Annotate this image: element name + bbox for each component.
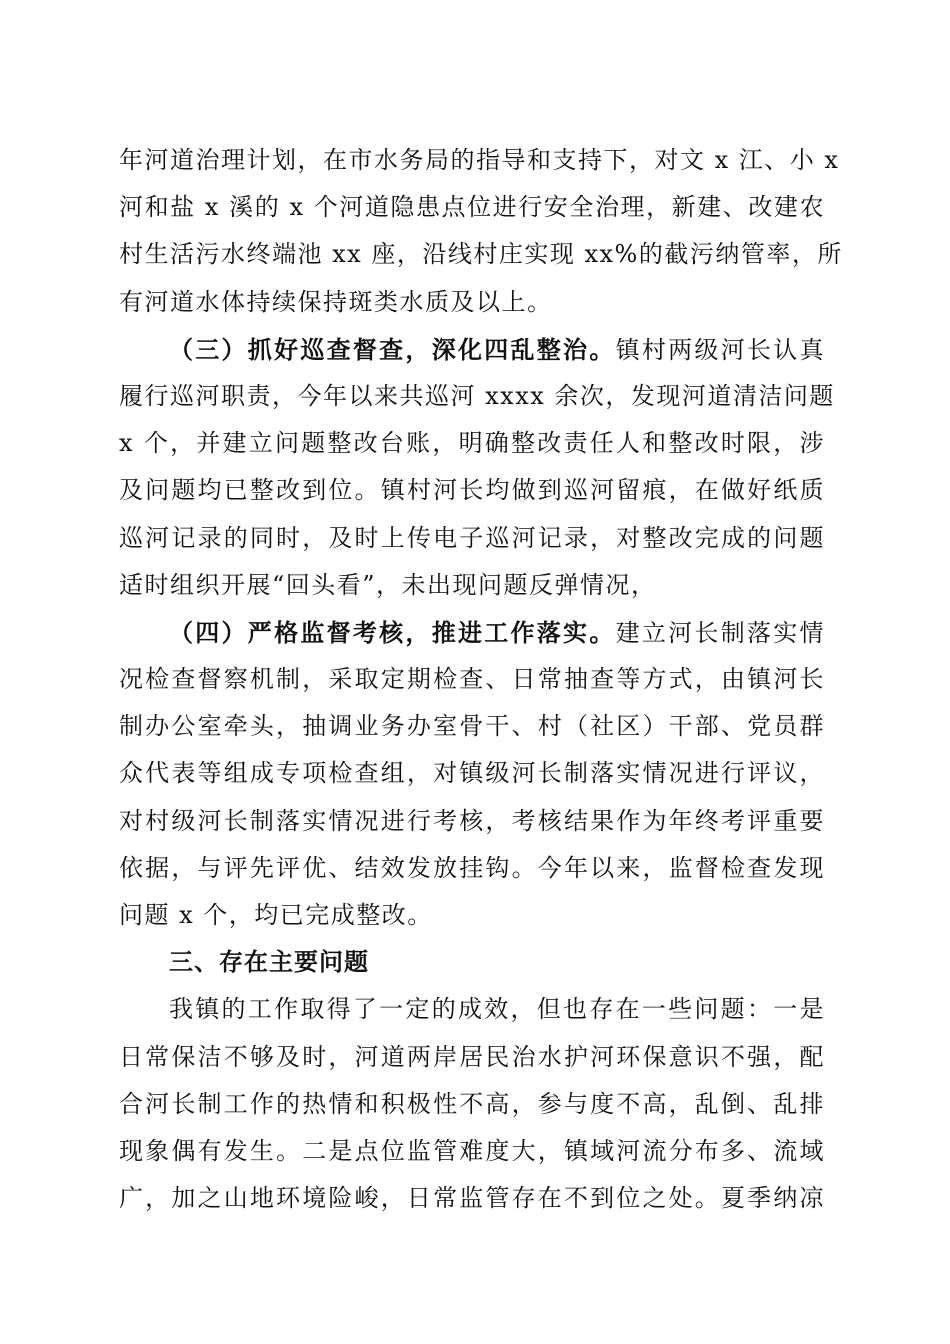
- text-line: 村生活污水终端池 xx 座，沿线村庄实现 xx%的截污纳管率，所: [119, 240, 843, 269]
- text-line: 巡河记录的同时，及时上传电子巡河记录，对整改完成的问题: [119, 523, 825, 552]
- text-line: x 个，并建立问题整改台账，明确整改责任人和整改时限，涉: [119, 429, 825, 458]
- text-line: 依据，与评先评优、结效发放挂钩。今年以来，监督检查发现: [119, 853, 825, 882]
- text-line: 众代表等组成专项检查组，对镇级河长制落实情况进行评议，: [119, 759, 825, 788]
- text-line: 履行巡河职责，今年以来共巡河 xxxx 余次，发现河道清洁问题: [119, 381, 835, 410]
- text-line: 河和盐 x 溪的 x 个河道隐患点位进行安全治理，新建、改建农: [119, 193, 825, 222]
- paragraph-lead-heading: （四）严格监督考核，推进工作落实。: [169, 617, 616, 647]
- document-body: [119, 137, 843, 1222]
- paragraph-lead-heading: （三）抓好巡查督查，深化四乱整治。: [169, 334, 616, 364]
- text-line: 对村级河长制落实情况进行考核，考核结果作为年终考评重要: [119, 806, 825, 835]
- text-line: 年河道治理计划，在市水务局的指导和支持下，对文 x 江、小 x: [119, 146, 840, 174]
- text-line: 合河长制工作的热情和积极性不高，参与度不高，乱倒、乱排: [119, 1089, 825, 1118]
- text-line: 日常保洁不够及时，河道两岸居民治水护河环保意识不强，配: [119, 1042, 825, 1071]
- text-line: 我镇的工作取得了一定的成效，但也存在一些问题：一是: [169, 995, 825, 1024]
- text-line: 广，加之山地环境险峻，日常监管存在不到位之处。夏季纳凉: [119, 1184, 825, 1213]
- text-span: 建立河长制落实情: [615, 618, 826, 647]
- text-line: 及问题均已整改到位。镇村河长均做到巡河留痕，在做好纸质: [119, 476, 825, 505]
- text-span: 镇村两级河长认真: [615, 335, 826, 364]
- text-line: 况检查督察机制，采取定期检查、日常抽查等方式，由镇河长: [119, 665, 825, 694]
- text-line: 制办公室牵头，抽调业务办室骨干、村（社区）干部、党员群: [119, 712, 825, 741]
- text-line: 现象偶有发生。二是点位监管难度大，镇域河流分布多、流域: [119, 1136, 825, 1165]
- section-heading: 三、存在主要问题: [169, 948, 369, 977]
- text-line: 有河道水体持续保持斑类水质及以上。: [119, 287, 553, 316]
- paragraph-first-line: [119, 609, 825, 656]
- text-line: 问题 x 个，均已完成整改。: [119, 901, 433, 929]
- text-line: 适时组织开展“回头看”，未出现问题反弹情况，: [119, 570, 657, 599]
- paragraph-first-line: [119, 326, 825, 373]
